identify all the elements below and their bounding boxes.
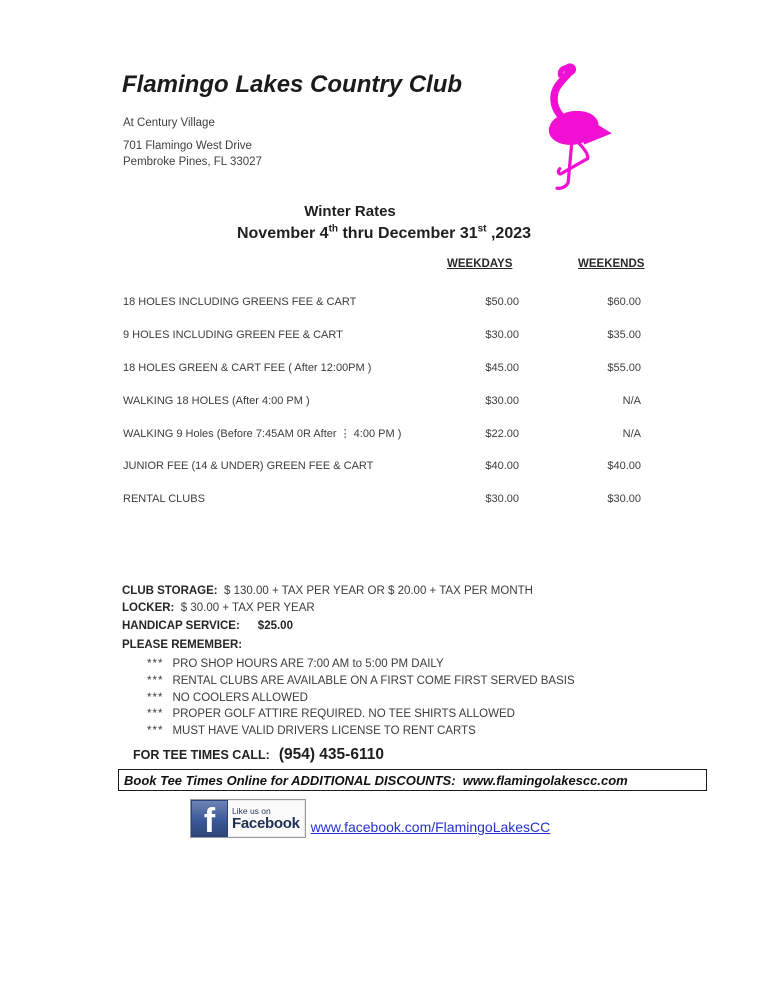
rate-weekend-value: $30.00	[607, 493, 641, 506]
facebook-badge-text	[228, 800, 305, 837]
rate-weekend-value: $55.00	[607, 361, 641, 374]
rates-title: Winter Rates	[304, 203, 396, 220]
club-name-title: Flamingo Lakes Country Club	[122, 71, 463, 98]
rate-weekend-value: $60.00	[607, 296, 641, 309]
club-address	[123, 138, 262, 170]
rate-weekday-value: $50.00	[485, 296, 519, 309]
rate-label: 9 HOLES INCLUDING GREEN FEE & CART	[123, 329, 343, 342]
rates-date-range	[0, 225, 768, 243]
table-row	[123, 450, 641, 483]
club-storage-value: $ 130.00 + TAX PER YEAR OR $ 20.00 + TAX PER MONTH	[224, 585, 533, 597]
tee-times-line	[122, 746, 575, 764]
rate-label: 18 HOLES GREEN & CART FEE ( After 12:00PM )	[123, 361, 372, 374]
reminders-section	[122, 639, 575, 764]
reminder-text: MUST HAVE VALID DRIVERS LICENSE TO RENT CARTS	[172, 725, 476, 738]
facebook-page-link[interactable]: www.facebook.com/FlamingoLakesCC	[310, 819, 551, 835]
date-part-2: thru December 31	[338, 225, 478, 242]
rate-label: 18 HOLES INCLUDING GREENS FEE & CART	[123, 296, 357, 309]
table-row	[123, 483, 641, 516]
bullet-asterisks: ***	[147, 674, 164, 687]
table-row	[123, 384, 641, 417]
reminder-text: RENTAL CLUBS ARE AVAILABLE ON A FIRST COME FIRST SERVED BASIS	[172, 674, 575, 687]
locker-label: LOCKER:	[122, 602, 175, 615]
locker-value: $ 30.00 + TAX PER YEAR	[180, 602, 315, 615]
rate-weekday-value: $30.00	[485, 329, 519, 342]
list-item	[122, 656, 575, 673]
reminder-list	[122, 656, 575, 740]
rate-weekday-value: $22.00	[485, 427, 519, 440]
facebook-wordmark: Facebook	[232, 814, 300, 832]
reminders-heading: PLEASE REMEMBER:	[122, 639, 243, 651]
address-line-2: Pembroke Pines, FL 33027	[123, 156, 262, 168]
handicap-label: HANDICAP SERVICE:	[122, 619, 240, 632]
list-item	[122, 706, 575, 723]
rate-weekend-value: N/A	[622, 427, 641, 440]
table-row	[123, 286, 641, 319]
address-line-1: 701 Flamingo West Drive	[123, 140, 252, 152]
rate-weekday-value: $30.00	[485, 493, 519, 506]
facebook-f-icon	[191, 800, 228, 837]
date-ordinal-th: th	[328, 223, 339, 235]
bullet-asterisks: ***	[147, 708, 164, 721]
table-row	[123, 352, 641, 385]
column-header-weekends: WEEKENDS	[578, 258, 645, 270]
rate-weekday-value: $30.00	[485, 394, 519, 407]
rate-weekend-value: $35.00	[607, 329, 641, 342]
club-location: At Century Village	[123, 117, 215, 129]
handicap-value: $25.00	[257, 619, 293, 632]
facebook-like-badge	[190, 799, 306, 838]
handicap-line	[122, 618, 533, 635]
tee-times-phone: (954) 435-6110	[278, 745, 384, 763]
like-us-on-label: Like us on	[232, 805, 271, 816]
reminder-text: PROPER GOLF ATTIRE REQUIRED. NO TEE SHIRTS ALLOWED	[172, 708, 515, 721]
list-item	[122, 723, 575, 740]
locker-line	[122, 600, 533, 617]
bullet-asterisks: ***	[147, 725, 164, 738]
list-item	[122, 690, 575, 707]
date-ordinal-st: st	[477, 223, 487, 235]
list-item	[122, 673, 575, 690]
club-storage-line	[122, 583, 533, 600]
date-part-1: November 4	[236, 225, 329, 242]
reminder-text: PRO SHOP HOURS ARE 7:00 AM to 5:00 PM DAILY	[172, 658, 444, 670]
table-row	[123, 417, 641, 450]
online-discount-box	[118, 769, 707, 791]
extras-section	[122, 583, 533, 635]
tee-times-label: FOR TEE TIMES CALL:	[133, 747, 270, 762]
club-storage-label: CLUB STORAGE:	[122, 585, 218, 597]
reminder-text: NO COOLERS ALLOWED	[172, 691, 308, 704]
table-row	[123, 319, 641, 352]
rate-weekday-value: $40.00	[485, 460, 519, 473]
rate-weekday-value: $45.00	[485, 361, 519, 374]
bullet-asterisks: ***	[147, 658, 164, 670]
rates-table	[123, 286, 641, 516]
column-header-weekdays: WEEKDAYS	[447, 258, 513, 270]
rate-label: WALKING 9 Holes (Before 7:45AM 0R After ⋮ 4:00 PM )	[123, 428, 402, 441]
date-part-3: ,2023	[486, 225, 532, 242]
rate-label: RENTAL CLUBS	[123, 493, 205, 506]
rate-label: JUNIOR FEE (14 & UNDER) GREEN FEE & CART	[123, 460, 374, 473]
rate-weekend-value: N/A	[622, 394, 641, 407]
rate-weekend-value: $40.00	[607, 460, 641, 473]
rate-label: WALKING 18 HOLES (After 4:00 PM )	[123, 394, 310, 407]
flamingo-logo-icon	[528, 61, 612, 191]
facebook-row	[190, 799, 550, 838]
bullet-asterisks: ***	[147, 691, 164, 704]
facebook-f-letter: f	[203, 802, 216, 837]
online-discount-text: Book Tee Times Online for ADDITIONAL DISCOUNTS: www.flamingolakescc.com	[124, 772, 628, 788]
